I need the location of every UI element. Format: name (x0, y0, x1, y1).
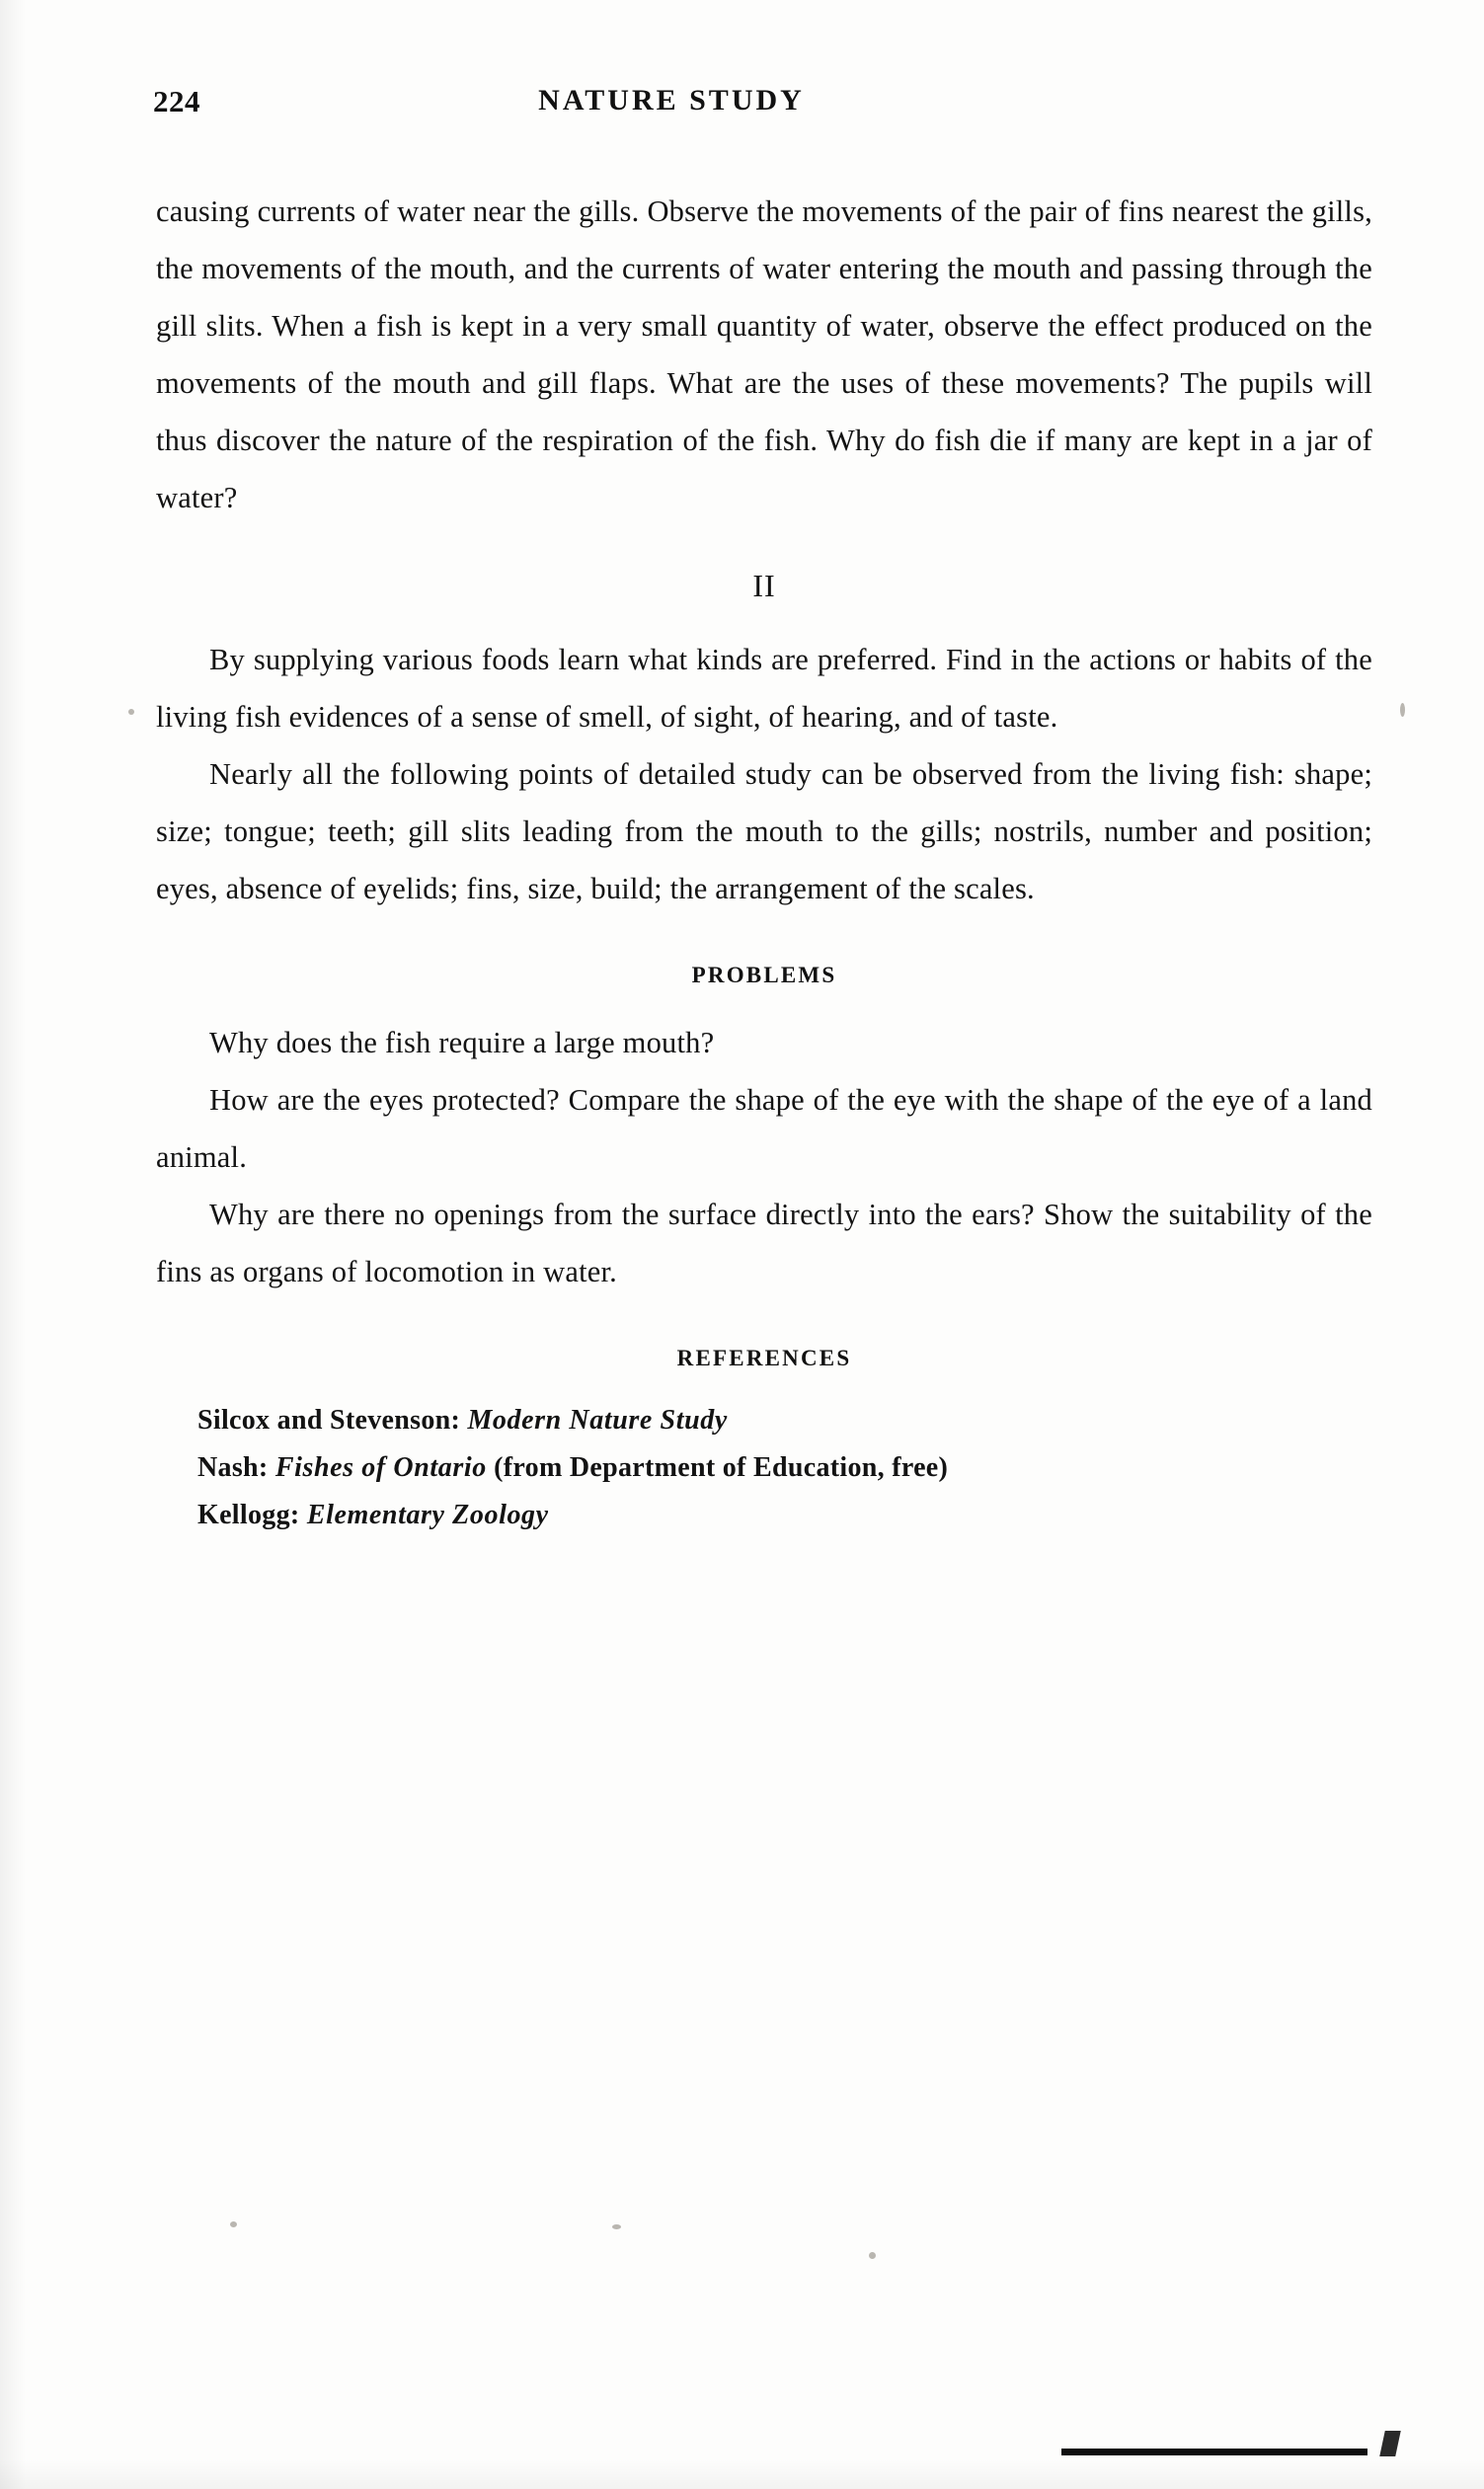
problem-item: Why are there no openings from the surface directly into the ears? Show the suitability of the fins as organs of locomotion in water. (156, 1198, 1372, 1288)
reference-title: Modern Nature Study (467, 1405, 728, 1436)
reference-author: Kellogg: (197, 1500, 300, 1530)
reference-item (156, 1397, 1372, 1444)
references-heading: REFERENCES (676, 1346, 852, 1370)
paper-speck (869, 2252, 876, 2259)
paragraph-continuation: causing currents of water near the gills. Observe the movements of the pair of fins nearest the gills, the movements of the mouth, and the currents of water entering the mouth and passing through the gill slits. When a fish is kept in a very small quantity of water, observe the effect produced on the movements of the mouth and gill flaps. What are the uses of these movements? The pupils will thus discover the nature of the respiration of the fish. Why do fish die if many are kept in a jar of water? (156, 194, 1372, 514)
page-edge-shadow-bottom (0, 2459, 1484, 2489)
page-header (153, 84, 1338, 123)
reference-item (156, 1444, 1372, 1492)
paragraph-detailed-study: Nearly all the following points of detailed study can be observed from the living fish: shape; size; tongue; teeth; gill slits leading from the mouth to the gills; nostrils, number and position; eyes, absence of eyelids; fins, size, build; the arrangement of the scales. (156, 757, 1372, 905)
reference-author: Nash: (197, 1452, 269, 1483)
problems-heading: PROBLEMS (691, 963, 837, 987)
reference-note: (from Department of Education, free) (494, 1452, 949, 1483)
body-column (156, 183, 1372, 1539)
bottom-rule (1061, 2449, 1367, 2455)
references-list (156, 1397, 1372, 1539)
section-number: II (752, 568, 776, 603)
running-head: NATURE STUDY (538, 84, 805, 117)
reference-author: Silcox and Stevenson: (197, 1405, 461, 1436)
reference-title: Elementary Zoology (306, 1500, 549, 1530)
problem-item: Why does the fish require a large mouth? (209, 1026, 715, 1059)
page-edge-shadow-left (0, 0, 26, 2489)
bottom-edge-mark (1379, 2431, 1401, 2456)
paper-speck (612, 2224, 621, 2229)
paper-speck (230, 2221, 237, 2227)
paper-speck (128, 709, 134, 715)
page-number: 224 (153, 84, 200, 118)
problem-item: How are the eyes protected? Compare the shape of the eye with the shape of the eye of a land animal. (156, 1083, 1372, 1174)
paragraph-foods: By supplying various foods learn what kinds are preferred. Find in the actions or habits of the living fish evidences of a sense of smell, of sight, of hearing, and of taste. (156, 643, 1372, 734)
paper-speck (1400, 703, 1405, 717)
reference-title: Fishes of Ontario (274, 1452, 487, 1483)
reference-item (156, 1492, 1372, 1539)
